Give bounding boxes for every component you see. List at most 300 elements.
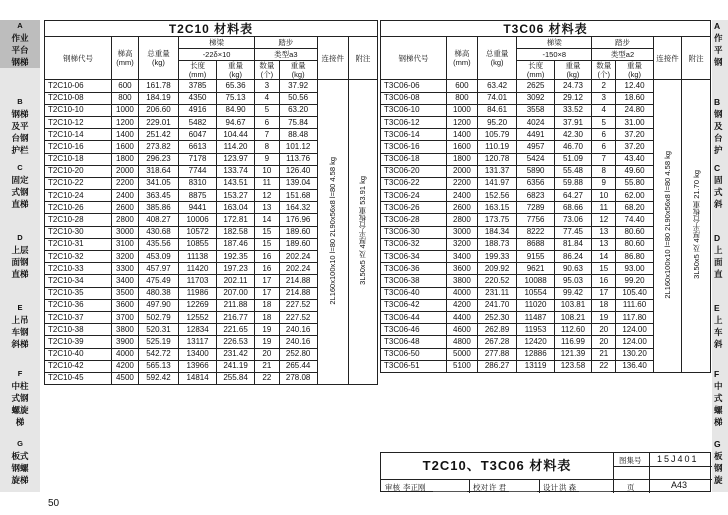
table-cell: 1400 — [112, 129, 139, 141]
header-beam-weight-unit: (kg) — [229, 70, 243, 80]
table-cell: 363.45 — [138, 190, 178, 202]
header-connector — [317, 37, 348, 80]
table-cell: 101.12 — [279, 141, 317, 153]
table-cell: 3400 — [447, 251, 478, 263]
table-cell: 8222 — [517, 226, 554, 238]
sidebar-tab-label: 面钢 — [11, 257, 29, 267]
header-beam-weight — [217, 61, 255, 80]
header-beam — [517, 37, 592, 49]
table-cell: 131.37 — [477, 165, 517, 177]
table-cell: 84.61 — [477, 104, 517, 116]
table-cell: 65.36 — [217, 80, 255, 92]
table-cell: 88.48 — [279, 129, 317, 141]
table-cell: 10572 — [179, 226, 217, 238]
header-height-text: 梯高 — [117, 49, 133, 59]
table-cell: 3400 — [112, 275, 139, 287]
sidebar-tab-label: 螺旋 — [11, 405, 29, 415]
sidebar-tab-e[interactable] — [0, 302, 40, 350]
table-cell: 62.00 — [616, 190, 653, 202]
table-cell: 4000 — [112, 348, 139, 360]
header-height — [112, 37, 139, 80]
table-cell: 1400 — [447, 129, 478, 141]
table-cell: 24.80 — [616, 104, 653, 116]
header-step-count — [255, 61, 280, 80]
right-sidebar-tab-label: 钢 — [714, 463, 723, 473]
table-cell: 126.40 — [279, 165, 317, 177]
table-cell: 6356 — [517, 177, 554, 189]
sidebar-tab-label: 及平 — [11, 121, 29, 131]
table-cell: T2C10-35 — [45, 287, 112, 299]
sidebar-tab-letter: G — [17, 439, 23, 448]
header-beam-length-unit: (mm) — [188, 70, 207, 80]
table-cell: 226.53 — [217, 336, 255, 348]
table-cell: T3C06-44 — [381, 311, 447, 323]
table-cell: 4957 — [517, 141, 554, 153]
left-tab-sidebar — [0, 20, 40, 492]
header-beam-length — [179, 61, 217, 80]
table-cell: T3C06-24 — [381, 190, 447, 202]
table-cell: 37.20 — [616, 129, 653, 141]
sidebar-tab-label: 直梯 — [11, 199, 29, 209]
table-cell: 2400 — [112, 190, 139, 202]
table-cell: 13119 — [517, 360, 554, 372]
table-cell: 19 — [255, 324, 280, 336]
table-cell: 3600 — [112, 299, 139, 311]
table-cell: 265.44 — [279, 360, 317, 372]
sidebar-tab-b[interactable] — [0, 96, 40, 156]
table-cell: 120.78 — [477, 153, 517, 165]
t2c10-material-table — [44, 20, 378, 385]
sidebar-tab-c[interactable] — [0, 162, 40, 210]
right-sidebar-tab-e[interactable] — [714, 302, 728, 350]
table-cell: 252.80 — [279, 348, 317, 360]
check-label: 校对 — [473, 483, 488, 492]
table-cell: 10 — [592, 190, 616, 202]
table-cell: 163.04 — [217, 202, 255, 214]
table-cell: 592.42 — [138, 372, 178, 384]
drawing-title: T2C10、T3C06 材料表 — [422, 458, 572, 473]
header-note — [682, 37, 711, 80]
table-cell: 5424 — [517, 153, 554, 165]
table-cell: 139.04 — [279, 177, 317, 189]
table-cell: 4916 — [179, 104, 217, 116]
sidebar-tab-label: 梯 — [15, 417, 25, 427]
table-cell: 9 — [255, 153, 280, 165]
table-cell: 63.20 — [279, 104, 317, 116]
header-step-weight-text: 重量 — [290, 61, 306, 71]
table-cell: 13 — [255, 202, 280, 214]
table-cell: 385.86 — [138, 202, 178, 214]
table-cell: 21 — [592, 348, 616, 360]
table-cell: 192.35 — [217, 251, 255, 263]
table-cell: 2400 — [447, 190, 478, 202]
table-cell: 49.60 — [616, 165, 653, 177]
right-sidebar-tab-letter: B — [714, 97, 721, 107]
table-cell: T3C06-14 — [381, 129, 447, 141]
header-beam-length-unit: (mm) — [526, 70, 545, 80]
table-cell: 227.52 — [279, 299, 317, 311]
table-cell: 15 — [255, 238, 280, 250]
table-cell: 3 — [255, 80, 280, 92]
table-cell: 202.24 — [279, 251, 317, 263]
table-cell: 12.40 — [616, 80, 653, 92]
page-label: 页 — [627, 483, 635, 492]
right-sidebar-tab-label: 梯 — [714, 417, 723, 427]
header-note-text: 附注 — [355, 53, 371, 63]
table-title: T3C06 材料表 — [381, 21, 711, 37]
table-cell: 153.27 — [217, 190, 255, 202]
table-cell: 6 — [592, 129, 616, 141]
review-label: 审核 — [385, 483, 400, 492]
sidebar-tab-d[interactable] — [0, 232, 40, 280]
table-row — [381, 80, 711, 92]
table-cell: T2C10-45 — [45, 372, 112, 384]
table-cell: T3C06-12 — [381, 116, 447, 128]
table-cell: 5890 — [517, 165, 554, 177]
right-sidebar-tab-letter: A — [714, 21, 721, 31]
table-cell: 10855 — [179, 238, 217, 250]
table-cell: 318.64 — [138, 165, 178, 177]
table-cell: 252.30 — [477, 311, 517, 323]
table-cell: 408.27 — [138, 214, 178, 226]
table-cell: 11703 — [179, 275, 217, 287]
table-cell: 16 — [255, 263, 280, 275]
sidebar-tab-letter: C — [17, 163, 23, 172]
table-cell: 430.68 — [138, 226, 178, 238]
table-cell: 475.49 — [138, 275, 178, 287]
table-cell: 176.96 — [279, 214, 317, 226]
table-cell: T2C10-39 — [45, 336, 112, 348]
table-cell: 112.60 — [554, 324, 591, 336]
table-cell: 116.99 — [554, 336, 591, 348]
table-cell: 1200 — [112, 116, 139, 128]
sidebar-tab-g[interactable] — [0, 438, 40, 486]
table-cell: 123.97 — [217, 153, 255, 165]
header-beam-spec — [179, 49, 255, 61]
table-cell: 8310 — [179, 177, 217, 189]
table-cell: 13117 — [179, 336, 217, 348]
table-cell: 99.20 — [616, 275, 653, 287]
table-cell: 6 — [592, 141, 616, 153]
table-cell: 7178 — [179, 153, 217, 165]
sidebar-tab-letter: B — [17, 97, 23, 106]
table-cell: 16 — [255, 251, 280, 263]
table-cell: 197.23 — [217, 263, 255, 275]
table-cell: 3558 — [517, 104, 554, 116]
table-cell: 6613 — [179, 141, 217, 153]
table-cell: 3200 — [112, 251, 139, 263]
table-cell: 11020 — [517, 299, 554, 311]
table-cell: 2 — [592, 80, 616, 92]
page-number: 50 — [48, 498, 60, 509]
header-step-count-unit: (个) — [260, 70, 274, 80]
header-step-type — [592, 49, 654, 61]
sidebar-tab-label: 式钢 — [11, 393, 29, 403]
table-cell: 55.80 — [616, 177, 653, 189]
table-cell: 14 — [255, 214, 280, 226]
header-height-unit: (mm) — [453, 58, 471, 68]
sidebar-tab-label: 固定 — [11, 175, 29, 185]
page-code: A43 — [671, 480, 688, 490]
table-cell: 143.51 — [217, 177, 255, 189]
reviewer-name: 李正刚 — [403, 483, 426, 492]
table-cell: 231.42 — [217, 348, 255, 360]
table-cell: T3C06-50 — [381, 348, 447, 360]
table-cell: 202.11 — [217, 275, 255, 287]
table-cell: 453.09 — [138, 251, 178, 263]
table-cell: 152.56 — [477, 190, 517, 202]
table-cell: 13966 — [179, 360, 217, 372]
header-step-count — [592, 61, 616, 80]
header-total-weight-text: 总重量 — [485, 49, 509, 59]
table-cell: 12552 — [179, 311, 217, 323]
table-cell: T2C10-32 — [45, 251, 112, 263]
table-cell: 2625 — [517, 80, 554, 92]
table-cell: 3300 — [112, 263, 139, 275]
table-cell: 182.58 — [217, 226, 255, 238]
note-text: 3L50x5 及 4厚平台板重 53.91 kg — [358, 176, 368, 286]
table-cell: 286.27 — [477, 360, 517, 372]
table-cell: 18 — [255, 299, 280, 311]
table-cell: 12886 — [517, 348, 554, 360]
table-cell: 29.12 — [554, 92, 591, 104]
table-cell: 111.60 — [616, 299, 653, 311]
table-cell: 74.01 — [477, 92, 517, 104]
table-cell: 93.00 — [616, 263, 653, 275]
right-sidebar-tab-letter: C — [714, 163, 721, 173]
table-cell: 18 — [592, 299, 616, 311]
table-cell: 7756 — [517, 214, 554, 226]
table-cell: T3C06-26 — [381, 202, 447, 214]
connector-cell — [653, 80, 682, 373]
table-cell: 50.56 — [279, 92, 317, 104]
sidebar-tab-label: 上层 — [11, 245, 29, 255]
table-cell: 19 — [255, 336, 280, 348]
sidebar-tab-label: 式钢 — [11, 187, 29, 197]
table-cell: T3C06-16 — [381, 141, 447, 153]
table-cell: 10554 — [517, 287, 554, 299]
table-cell: 75.84 — [279, 116, 317, 128]
table-cell: 241.70 — [477, 299, 517, 311]
header-step-text: 踏步 — [278, 38, 294, 48]
table-cell: 4500 — [112, 372, 139, 384]
table-cell: 240.16 — [279, 336, 317, 348]
table-cell: T2C10-34 — [45, 275, 112, 287]
sidebar-tab-label: 钢梯 — [11, 109, 29, 119]
table-cell: 4200 — [112, 360, 139, 372]
table-cell: 75.13 — [217, 92, 255, 104]
table-cell: 22 — [592, 360, 616, 372]
table-cell: 5 — [255, 104, 280, 116]
right-sidebar-tab-label: 钢 — [714, 109, 723, 119]
table-cell: 497.90 — [138, 299, 178, 311]
table-title: T2C10 材料表 — [45, 21, 378, 37]
right-sidebar-tab-label: 上 — [714, 315, 723, 325]
table-cell: 113.76 — [279, 153, 317, 165]
table-cell: T3C06-42 — [381, 299, 447, 311]
right-sidebar-tab-f[interactable] — [714, 368, 728, 428]
table-cell: 2600 — [112, 202, 139, 214]
header-code — [381, 37, 447, 80]
right-sidebar-tab-letter: D — [714, 233, 721, 243]
table-cell: 163.15 — [477, 202, 517, 214]
header-step-weight-text: 重量 — [627, 61, 643, 71]
connector-text: 2L160x100x10 l=80 2L90x56x8 l=80 4.58 kg — [328, 156, 338, 305]
table-cell: 480.38 — [138, 287, 178, 299]
right-sidebar-tab-d[interactable] — [714, 232, 728, 280]
table-cell: 103.81 — [554, 299, 591, 311]
table-cell: 151.68 — [279, 190, 317, 202]
header-step-type-text: 类型a3 — [274, 50, 298, 60]
table-cell: 6047 — [179, 129, 217, 141]
table-cell: T3C06-46 — [381, 324, 447, 336]
header-beam-length — [517, 61, 554, 80]
table-cell: 8 — [255, 141, 280, 153]
table-cell: 2800 — [447, 214, 478, 226]
sidebar-tab-label: 车钢 — [11, 327, 29, 337]
right-sidebar-tab-b[interactable] — [714, 96, 728, 156]
table-cell: 68.66 — [554, 202, 591, 214]
table-cell: T2C10-18 — [45, 153, 112, 165]
table-cell: 14814 — [179, 372, 217, 384]
table-cell: 277.88 — [477, 348, 517, 360]
right-sidebar-tab-a[interactable] — [714, 20, 728, 68]
table-cell: T2C10-33 — [45, 263, 112, 275]
designer-signature — [579, 480, 611, 492]
table-cell: 457.97 — [138, 263, 178, 275]
table-cell: 11487 — [517, 311, 554, 323]
table-cell: 80.60 — [616, 238, 653, 250]
table-cell: 22 — [255, 372, 280, 384]
header-total-weight-unit: (kg) — [490, 58, 504, 68]
design-label: 设计 — [543, 483, 558, 492]
right-sidebar-tab-g[interactable] — [714, 438, 728, 486]
sidebar-tab-label: 台钢 — [11, 133, 29, 143]
table-cell: T2C10-12 — [45, 116, 112, 128]
table-cell: 12 — [255, 190, 280, 202]
right-sidebar-tab-label: 固 — [714, 175, 723, 185]
right-sidebar-tab-label: 面 — [714, 257, 723, 267]
right-sidebar-tab-c[interactable] — [714, 162, 728, 210]
note-text: 3L50x5 及 4厚平台板重 21.70 kg — [691, 170, 701, 280]
header-beam — [179, 37, 255, 49]
header-connector-text: 连接件 — [656, 53, 679, 63]
table-cell: 17 — [592, 287, 616, 299]
table-cell: 84.90 — [217, 104, 255, 116]
table-cell: 12269 — [179, 299, 217, 311]
table-cell: 105.79 — [477, 129, 517, 141]
table-cell: 141.97 — [477, 177, 517, 189]
table-cell: T2C10-22 — [45, 177, 112, 189]
table-cell: 5482 — [179, 116, 217, 128]
table-cell: 241.19 — [217, 360, 255, 372]
right-sidebar-tab-label: 中 — [714, 381, 723, 391]
header-beam-spec-text: -22δ×10 — [202, 50, 231, 60]
header-connector-text: 连接件 — [321, 53, 344, 63]
table-cell: 207.00 — [217, 287, 255, 299]
table-cell: 51.09 — [554, 153, 591, 165]
table-cell: 16 — [592, 275, 616, 287]
table-cell: T2C10-38 — [45, 324, 112, 336]
table-cell: 1600 — [112, 141, 139, 153]
header-step-count-text: 数量 — [596, 61, 612, 71]
table-cell: 8875 — [179, 190, 217, 202]
table-cell: 3000 — [112, 226, 139, 238]
header-beam-text: 梯梁 — [546, 38, 562, 48]
table-cell: 184.34 — [477, 226, 517, 238]
header-note-text: 附注 — [688, 53, 704, 63]
right-sidebar-tab-label: 斜 — [714, 339, 723, 349]
sidebar-tab-a[interactable] — [0, 20, 40, 68]
table-cell: 4 — [592, 104, 616, 116]
table-cell: 95.03 — [554, 275, 591, 287]
table-cell: 108.21 — [554, 311, 591, 323]
table-cell: 20 — [255, 348, 280, 360]
table-cell: 117.80 — [616, 311, 653, 323]
table-cell: 3000 — [447, 226, 478, 238]
header-total-weight — [138, 37, 178, 80]
table-cell: 8 — [592, 165, 616, 177]
table-cell: 3500 — [112, 287, 139, 299]
header-step-type-text: 类型a2 — [610, 50, 635, 60]
table-cell: 262.89 — [477, 324, 517, 336]
table-cell: 123.58 — [554, 360, 591, 372]
table-cell: T3C06-51 — [381, 360, 447, 372]
sidebar-tab-label: 斜梯 — [11, 339, 29, 349]
table-cell: 11953 — [517, 324, 554, 336]
sidebar-tab-label: 钢梯 — [11, 57, 29, 67]
table-cell: 130.20 — [616, 348, 653, 360]
designer-name: 洪 森 — [559, 483, 577, 492]
table-cell: 4 — [255, 92, 280, 104]
right-tab-sidebar — [712, 20, 728, 492]
header-total-weight-unit: (kg) — [152, 58, 165, 68]
table-cell: 63.42 — [477, 80, 517, 92]
table-cell: 2000 — [447, 165, 478, 177]
table-cell: 3092 — [517, 92, 554, 104]
table-cell: 565.13 — [138, 360, 178, 372]
table-cell: 7 — [592, 153, 616, 165]
table-cell: 3900 — [112, 336, 139, 348]
right-sidebar-tab-label: 式 — [714, 393, 723, 403]
table-cell: 110.19 — [477, 141, 517, 153]
table-cell: 4200 — [447, 299, 478, 311]
table-cell: T2C10-06 — [45, 80, 112, 92]
table-cell: 520.31 — [138, 324, 178, 336]
table-cell: T2C10-10 — [45, 104, 112, 116]
table-cell: 9621 — [517, 263, 554, 275]
table-cell: 273.82 — [138, 141, 178, 153]
table-cell: 184.19 — [138, 92, 178, 104]
table-cell: 267.28 — [477, 336, 517, 348]
table-cell: T2C10-30 — [45, 226, 112, 238]
table-cell: 4800 — [447, 336, 478, 348]
table-cell: 2800 — [112, 214, 139, 226]
table-cell: 3700 — [112, 311, 139, 323]
right-sidebar-tab-label: 上 — [714, 245, 723, 255]
table-cell: 33.52 — [554, 104, 591, 116]
sidebar-tab-label: 直梯 — [11, 269, 29, 279]
table-cell: 12834 — [179, 324, 217, 336]
table-cell: 5100 — [447, 360, 478, 372]
table-cell: 211.88 — [217, 299, 255, 311]
table-cell: 64.27 — [554, 190, 591, 202]
table-cell: 216.77 — [217, 311, 255, 323]
sidebar-tab-f[interactable] — [0, 368, 40, 428]
table-cell: 80.60 — [616, 226, 653, 238]
table-cell: 13 — [592, 226, 616, 238]
sidebar-tab-letter: F — [17, 369, 23, 378]
